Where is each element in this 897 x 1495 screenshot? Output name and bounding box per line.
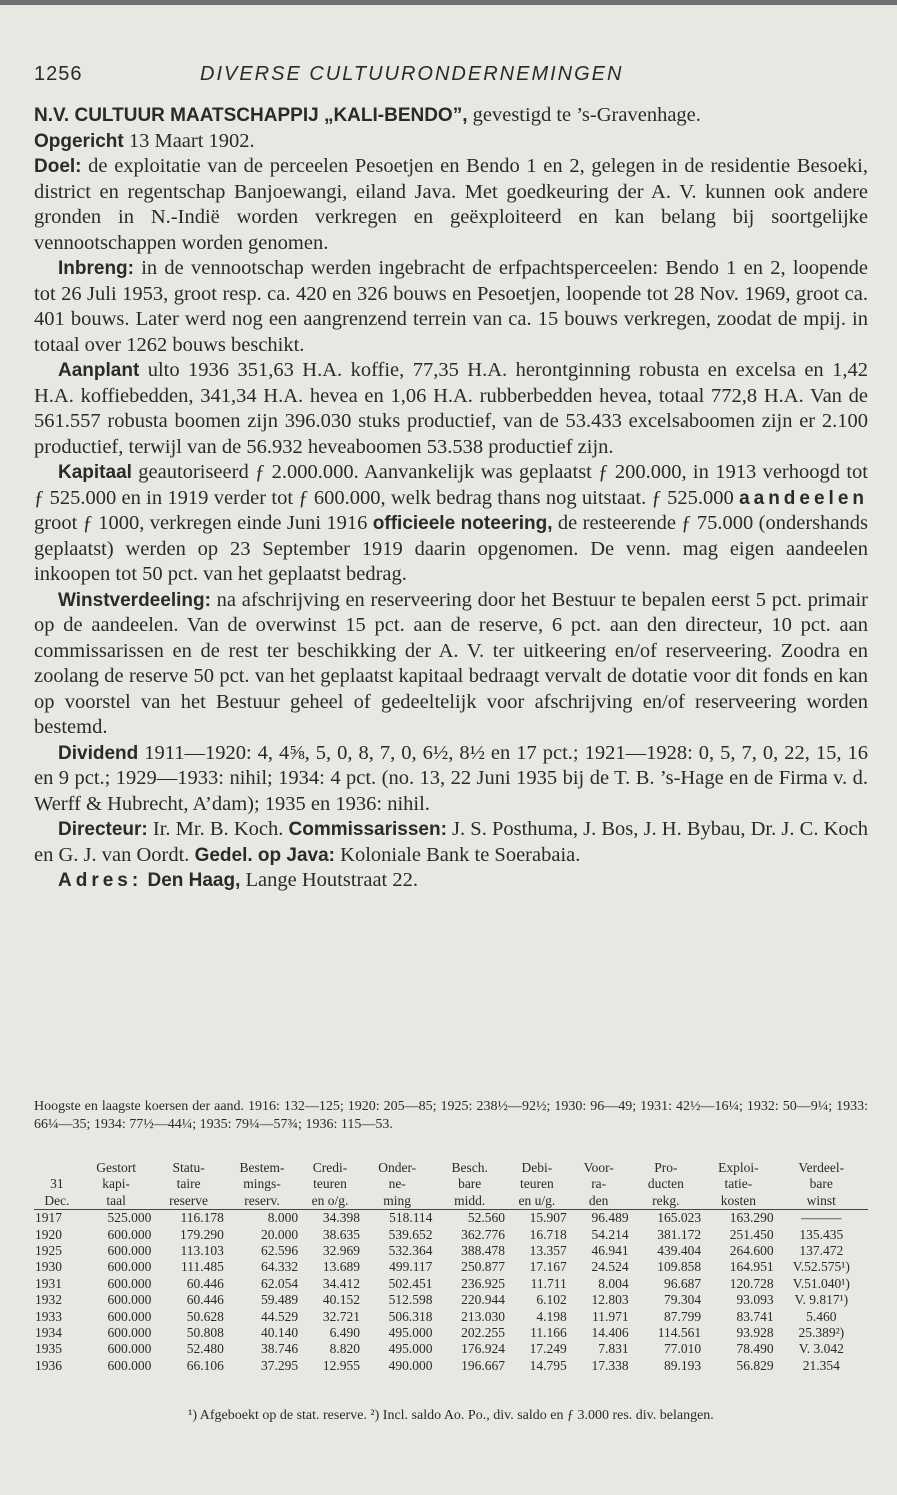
table-cell: 1920	[35, 1226, 62, 1242]
table-cell: 89.193	[663, 1357, 702, 1373]
table-cell: 381.172	[657, 1226, 702, 1242]
table-cell: 264.600	[729, 1243, 774, 1259]
table-row	[34, 1309, 868, 1325]
table-cell: 499.117	[389, 1259, 433, 1275]
table-cell: 56.829	[736, 1357, 774, 1373]
table-cell: 137.472	[799, 1243, 844, 1259]
table-cell: 502.451	[388, 1275, 433, 1291]
table-cell: 96.687	[663, 1275, 702, 1291]
table-cell: 251.450	[729, 1226, 774, 1242]
table-cell: V.52.575¹)	[792, 1259, 850, 1275]
column-header: Besch. bare midd.	[433, 1160, 506, 1210]
company-seat: gevestigd te ’s-Gravenhage.	[467, 104, 701, 126]
doel-paragraph	[34, 154, 868, 256]
table-cell: 109.858	[657, 1259, 702, 1275]
table-cell: 439.404	[657, 1243, 702, 1259]
table-cell: 83.741	[736, 1308, 774, 1324]
table-cell: 62.596	[260, 1243, 299, 1259]
table-cell: 600.000	[107, 1275, 152, 1291]
table-cell: 54.214	[591, 1226, 629, 1242]
table-cell: 8.820	[329, 1341, 360, 1357]
price-ranges: Hoogste en laagste koersen der aand. 1916: 132—125; 1920: 205—85; 1925: 238½—92½; 1930: 96—49; 1931: 42½—16¼; 1932: 50—9¼; 1933: 66¼—35; 1934: 77½—44¼; 1935: 79¼—57¾; 1936: 115—53.	[34, 1099, 868, 1132]
table-cell: 38.746	[260, 1341, 299, 1357]
kapitaal-text-2: groot ƒ 1000, verkregen einde Juni 1916	[34, 512, 373, 534]
adres-city: Den Haag,	[142, 870, 241, 891]
table-cell: V. 3.042	[798, 1341, 844, 1357]
table-cell: 52.480	[186, 1341, 224, 1357]
page-top-edge	[0, 0, 897, 5]
table-cell: 8.000	[267, 1210, 299, 1226]
table-cell: ———	[801, 1210, 842, 1226]
aandeelen-label: aandeelen	[739, 487, 868, 509]
table-cell: 600.000	[107, 1308, 152, 1324]
table-cell: 236.925	[461, 1275, 505, 1291]
kapitaal-paragraph	[34, 460, 868, 588]
table-row	[34, 1358, 868, 1374]
table-cell: 6.490	[329, 1325, 360, 1341]
table-cell: 40.140	[260, 1325, 299, 1341]
table-cell: 1935	[35, 1341, 62, 1357]
doel-label: Doel:	[34, 156, 82, 177]
company-heading	[34, 103, 868, 129]
column-header: Gestort kapi- taal	[80, 1160, 153, 1210]
column-header: Exploi- tatie- kosten	[702, 1160, 775, 1210]
founded-label: Opgericht	[34, 130, 124, 152]
table-cell: 59.489	[260, 1292, 299, 1308]
table-cell: 17.249	[529, 1341, 567, 1357]
aanplant-paragraph	[34, 358, 868, 460]
column-header: Pro- ducten rekg.	[630, 1160, 703, 1210]
table-body	[34, 1210, 868, 1375]
table-cell: 490.000	[388, 1357, 433, 1373]
table-cell: 93.928	[736, 1325, 774, 1341]
table-cell: 8.004	[598, 1275, 629, 1291]
aanplant-label: Aanplant	[58, 360, 140, 381]
table-cell: 6.102	[536, 1292, 567, 1308]
table-cell: 164.951	[729, 1259, 774, 1275]
table-cell: 37.295	[260, 1357, 299, 1373]
table-cell: 12.955	[322, 1357, 360, 1373]
table-cell: 600.000	[107, 1292, 152, 1308]
table-cell: 52.560	[467, 1210, 505, 1226]
commissarissen-text: J. S. Posthuma, J. Bos, J. H. Bybau, Dr. J. C. Koch en G. J. van Oordt.	[34, 818, 868, 866]
table-cell: 1934	[35, 1325, 62, 1341]
table-cell: 388.478	[461, 1243, 505, 1259]
table-cell: 600.000	[107, 1357, 152, 1373]
table-cell: 62.054	[260, 1275, 299, 1291]
table-row	[34, 1243, 868, 1259]
table-cell: 1932	[35, 1292, 62, 1308]
table-cell: 1917	[35, 1210, 62, 1226]
financial-table	[34, 1160, 868, 1374]
column-header: Voor- ra- den	[568, 1160, 630, 1210]
table-cell: 4.198	[536, 1308, 567, 1324]
winstverdeeling-label: Winstverdeeling:	[58, 589, 211, 611]
table-cell: 15.907	[529, 1210, 567, 1226]
table-cell: 202.255	[461, 1325, 505, 1341]
table-cell: 518.114	[389, 1210, 433, 1226]
founded-paragraph	[34, 129, 868, 155]
table-cell: 165.023	[657, 1210, 702, 1226]
table-cell: 495.000	[388, 1325, 433, 1341]
table-cell: 600.000	[107, 1243, 152, 1259]
table-cell: 512.598	[388, 1292, 433, 1308]
table-cell: 78.490	[736, 1341, 774, 1357]
table-cell: 7.831	[598, 1341, 629, 1357]
table-cell: 532.364	[388, 1243, 433, 1259]
column-header: Credi- teuren en o/g.	[299, 1160, 361, 1210]
table-cell: 14.406	[591, 1325, 629, 1341]
table-row	[34, 1292, 868, 1308]
column-header: Debi- teuren en u/g.	[506, 1160, 568, 1210]
table-cell: 213.030	[461, 1308, 505, 1324]
dividend-paragraph	[34, 741, 868, 818]
table-cell: 60.446	[186, 1292, 224, 1308]
company-name: N.V. CULTUUR MAATSCHAPPIJ „KALI-BENDO”,	[34, 105, 468, 126]
column-header: Statu- taire reserve	[152, 1160, 225, 1210]
table-cell: 11.971	[591, 1308, 629, 1324]
winstverdeeling-text: na afschrijving en reserveering door het Bestuur te bepalen eerst 5 pct. primair op de aandeelen. Van de overwinst 15 pct. aan de reserve, 6 pct. aan den directeur, 10 pct. aan commissarissen en de rest ter beschikking der A. V. ter uitkeering en/of reserveering. Zoodra en zoolang de reserve 50 pct. van het geplaatst kapitaal bedraagt vervalt de dotatie voor dit fonds en kan op voorstel van het Bestuur geheel of gedeeltelijk voor afschrijving en/of reserveering worden bestemd.	[34, 588, 868, 738]
table-cell: 17.167	[529, 1259, 567, 1275]
table-cell: 38.635	[322, 1226, 360, 1242]
column-header: Verdeel- bare winst	[775, 1160, 868, 1210]
table-cell: 32.969	[322, 1243, 360, 1259]
table-row	[34, 1210, 868, 1227]
table-cell: 5.460	[806, 1308, 837, 1324]
table-cell: 79.304	[663, 1292, 702, 1308]
table-row	[34, 1276, 868, 1292]
doel-text: de exploitatie van de perceelen Pesoetjen en Bendo 1 en 2, gelegen in de residentie Besoeki, district en regentschap Banjoewangi, eiland Java. Met goedkeuring der A. V. kunnen ook andere gronden in N.-Indië worden verkregen en geëxploiteerd en kan belang bij soortgelijke vennootschappen worden genomen.	[34, 155, 868, 254]
table-row	[34, 1227, 868, 1243]
table-cell: 34.398	[322, 1210, 360, 1226]
footnotes: ¹) Afgeboekt op de stat. reserve. ²) Incl. saldo Ao. Po., div. saldo en ƒ 3.000 res. div. belangen.	[188, 1408, 714, 1423]
table-cell: 13.357	[529, 1243, 567, 1259]
table-cell: 525.000	[107, 1210, 152, 1226]
aanplant-text: ulto 1936 351,63 H.A. koffie, 77,35 H.A. herontginning robusta en excelsa en 1,42 H.A. koffiebedden, 341,34 H.A. hevea en 1,06 H.A. rubberbedden hevea, totaal 772,8 H.A. Van de 561.557 robusta boomen zijn 396.030 stuks productief, van de 53.433 excelsaboomen zijn er 2.100 productief, terwijl van de 56.932 heveaboomen 53.538 productief zijn.	[34, 359, 868, 458]
table-cell: 16.718	[529, 1226, 567, 1242]
table-cell: 116.178	[180, 1210, 224, 1226]
table-cell: 13.689	[322, 1259, 360, 1275]
table-cell: 1933	[35, 1308, 62, 1324]
founded-text: 13 Maart 1902.	[123, 129, 255, 152]
table-cell: 14.795	[529, 1357, 567, 1373]
table-cell: 600.000	[107, 1259, 152, 1275]
company-entry	[34, 103, 868, 894]
table-cell: 1936	[35, 1357, 62, 1373]
table-cell: 64.332	[260, 1259, 299, 1275]
table-cell: 196.667	[461, 1357, 505, 1373]
table-cell: 21.354	[802, 1357, 840, 1373]
directeur-label: Directeur:	[58, 819, 148, 840]
commissarissen-label: Commissarissen:	[288, 819, 447, 840]
table-cell: 1925	[35, 1243, 62, 1259]
kapitaal-text-3: de resteerende ƒ 75.000 (ondershands geplaatst) werden op 23 September 1919 daarin opgenomen. De venn. mag eigen aandeelen inkoopen tot 50 pct. van het geplaatst bedrag.	[34, 512, 868, 585]
table-cell: 96.489	[591, 1210, 629, 1226]
column-header: 31 Dec.	[34, 1160, 80, 1210]
inbreng-label: Inbreng:	[58, 258, 134, 279]
table-cell: 220.944	[461, 1292, 505, 1308]
table-cell: 113.103	[180, 1243, 224, 1259]
inbreng-text: in de vennootschap werden ingebracht de erfpachtsperceelen: Bendo 1 en 2, loopende tot 26 Juli 1953, groot resp. ca. 420 en 326 bouws en Pesoetjen, loopende tot 28 Nov. 1969, groot ca. 401 bouws. Later werd nog een aangrenzend terrein van ca. 15 bouws verkregen, zoodat de mpij. in totaal over 1262 bouws beschikt.	[34, 257, 868, 356]
adres-label: Adres:	[58, 870, 143, 891]
table-cell: 17.338	[591, 1357, 629, 1373]
table-cell: 111.485	[180, 1259, 224, 1275]
table-cell: 120.728	[729, 1275, 774, 1291]
dividend-label: Dividend	[58, 742, 139, 764]
table-cell: 87.799	[663, 1308, 702, 1324]
table-cell: 20.000	[260, 1226, 299, 1242]
table-cell: 362.776	[461, 1226, 505, 1242]
table-row	[34, 1341, 868, 1357]
table-cell: 40.152	[322, 1292, 360, 1308]
table-cell: 77.010	[663, 1341, 702, 1357]
running-title: DIVERSE CULTUURONDERNEMINGEN	[200, 63, 624, 85]
kapitaal-label: Kapitaal	[58, 462, 132, 483]
table-cell: V. 9.817¹)	[794, 1292, 849, 1308]
table-cell: 25.389²)	[798, 1325, 845, 1341]
table-cell: 11.711	[530, 1275, 567, 1291]
table-cell: 1931	[35, 1275, 62, 1291]
table-cell: 600.000	[107, 1226, 152, 1242]
column-header: Bestem- mings- reserv.	[225, 1160, 299, 1210]
table-cell: 60.446	[186, 1275, 224, 1291]
table-cell: 66.106	[186, 1357, 224, 1373]
table-cell: V.51.040¹)	[792, 1275, 850, 1291]
table-row	[34, 1325, 868, 1341]
table-cell: 114.561	[657, 1325, 702, 1341]
table-cell: 506.318	[388, 1308, 433, 1324]
table-cell: 163.290	[729, 1210, 774, 1226]
gedel-label: Gedel. op Java:	[194, 844, 336, 866]
table-cell: 11.166	[530, 1325, 567, 1341]
table-cell: 539.652	[388, 1226, 433, 1242]
adres-paragraph	[34, 868, 868, 894]
page-number: 1256	[34, 63, 83, 85]
dividend-text: 1911—1920: 4, 4⅝, 5, 0, 8, 7, 0, 6½, 8½ en 17 pct.; 1921—1928: 0, 5, 7, 0, 22, 15, 16 en 9 pct.; 1929—1933: nihil; 1934: 4 pct. (no. 13, 22 Juni 1935 bij de T. B. ’s-Hage en de Firma v. d. Werff & Hubrecht, A’dam); 1935 en 1936: nihil.	[34, 741, 868, 815]
noteering-label: officieele noteering,	[372, 513, 553, 534]
table-cell: 495.000	[388, 1341, 433, 1357]
table-header-row	[34, 1160, 868, 1210]
table-cell: 12.803	[591, 1292, 629, 1308]
directeur-text: Ir. Mr. B. Koch.	[147, 818, 289, 840]
table-cell: 93.093	[736, 1292, 774, 1308]
table-cell: 32.721	[322, 1308, 360, 1324]
management-paragraph	[34, 817, 868, 868]
table-cell: 179.290	[179, 1226, 224, 1242]
inbreng-paragraph	[34, 256, 868, 358]
table-cell: 44.529	[260, 1308, 299, 1324]
table-cell: 50.628	[186, 1308, 224, 1324]
winstverdeeling-paragraph	[34, 588, 868, 741]
table-cell: 600.000	[107, 1325, 152, 1341]
table-row	[34, 1259, 868, 1275]
column-header: Onder- ne- ming	[361, 1160, 434, 1210]
table-cell: 176.924	[461, 1341, 505, 1357]
table-cell: 24.524	[591, 1259, 629, 1275]
kapitaal-text-1: geautoriseerd ƒ 2.000.000. Aanvankelijk was geplaatst ƒ 200.000, in 1913 verhoogd tot ƒ 525.000 en in 1919 verder tot ƒ 600.000, welk bedrag thans nog uitstaat. ƒ 525.000	[34, 461, 868, 509]
adres-text: Lange Houtstraat 22.	[240, 869, 419, 891]
table-cell: 34.412	[322, 1275, 360, 1291]
gedel-text: Koloniale Bank te Soerabaia.	[335, 843, 581, 866]
table-cell: 1930	[35, 1259, 62, 1275]
table-cell: 50.808	[186, 1325, 224, 1341]
table-cell: 46.941	[591, 1243, 629, 1259]
table-cell: 250.877	[461, 1259, 505, 1275]
table-cell: 135.435	[799, 1226, 844, 1242]
table-cell: 600.000	[107, 1341, 152, 1357]
